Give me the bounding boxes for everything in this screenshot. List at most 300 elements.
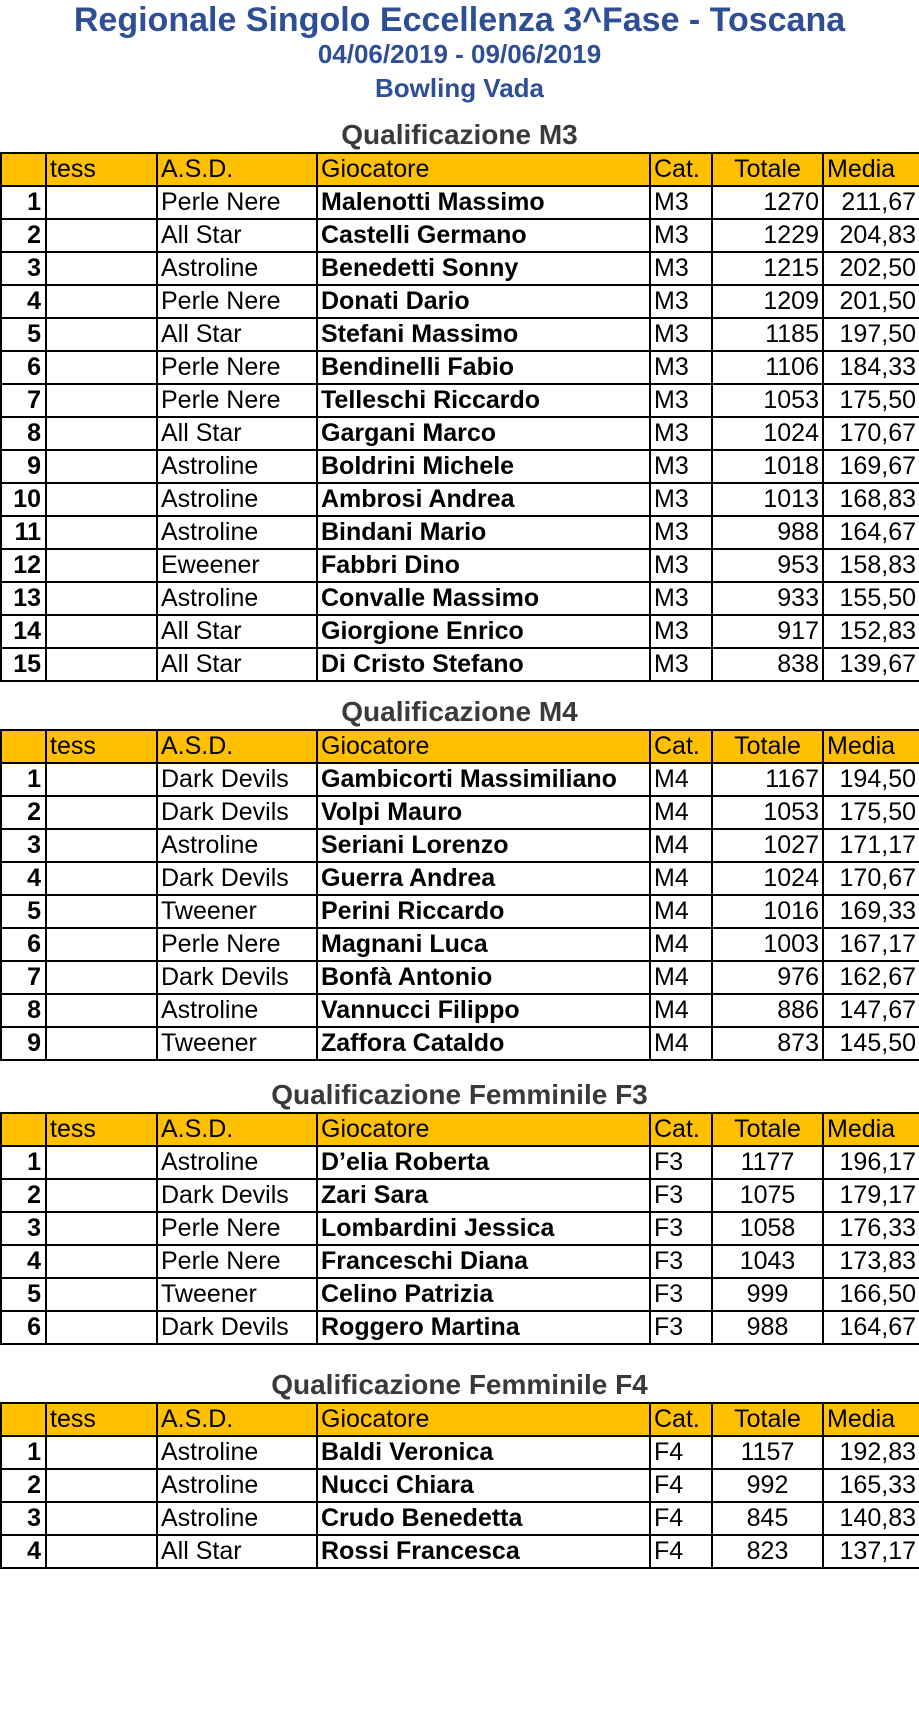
cell-rank: 5 [1,1278,46,1311]
cell-rank: 6 [1,928,46,961]
cell-asd: Astroline [157,450,317,483]
table-row [1,895,919,928]
cell-avg: 168,83 [823,483,919,516]
cell-player: Gambicorti Massimiliano [317,763,650,796]
column-header: tess [46,153,157,186]
cell-cat: M3 [650,219,712,252]
cell-tess [46,549,157,582]
cell-total: 1058 [712,1212,823,1245]
cell-total: 976 [712,961,823,994]
event-venue: Bowling Vada [374,73,545,103]
cell-tess [46,1469,157,1502]
cell-asd: All Star [157,417,317,450]
column-header [1,730,46,763]
cell-cat: F4 [650,1535,712,1568]
cell-total: 1270 [712,186,823,219]
cell-player: Stefani Massimo [317,318,650,351]
cell-player: Seriani Lorenzo [317,829,650,862]
cell-tess [46,763,157,796]
cell-tess [46,961,157,994]
cell-rank: 9 [1,1027,46,1060]
cell-rank: 5 [1,318,46,351]
cell-avg: 155,50 [823,582,919,615]
cell-tess [46,351,157,384]
table-row [1,186,919,219]
column-header: Media [823,1113,919,1146]
section-1 [0,118,919,682]
table-header-row [1,1403,919,1436]
cell-avg: 170,67 [823,862,919,895]
cell-cat: F4 [650,1502,712,1535]
cell-tess [46,928,157,961]
cell-avg: 137,17 [823,1535,919,1568]
cell-total: 1043 [712,1245,823,1278]
column-header: Cat. [650,1403,712,1436]
column-header [1,1403,46,1436]
table-row [1,615,919,648]
column-header: Media [823,730,919,763]
cell-player: Castelli Germano [317,219,650,252]
cell-avg: 169,33 [823,895,919,928]
section-title: Qualificazione M3 [341,119,578,150]
column-header: Cat. [650,153,712,186]
cell-cat: M3 [650,285,712,318]
table-row [1,994,919,1027]
cell-tess [46,796,157,829]
cell-rank: 5 [1,895,46,928]
cell-tess [46,1179,157,1212]
cell-total: 1106 [712,351,823,384]
table-row [1,483,919,516]
cell-avg: 164,67 [823,516,919,549]
cell-rank: 1 [1,763,46,796]
results-table [0,729,919,1061]
cell-rank: 12 [1,549,46,582]
table-row [1,1212,919,1245]
table-row [1,1311,919,1344]
cell-tess [46,1027,157,1060]
cell-total: 988 [712,516,823,549]
cell-rank: 4 [1,862,46,895]
cell-asd: Astroline [157,516,317,549]
table-row [1,417,919,450]
cell-total: 992 [712,1469,823,1502]
cell-total: 1215 [712,252,823,285]
table-row [1,450,919,483]
cell-avg: 175,50 [823,796,919,829]
section-4 [0,1368,919,1569]
cell-tess [46,829,157,862]
cell-asd: Tweener [157,1027,317,1060]
table-row [1,516,919,549]
cell-asd: Astroline [157,1502,317,1535]
cell-avg: 194,50 [823,763,919,796]
cell-rank: 3 [1,1502,46,1535]
cell-player: Bonfà Antonio [317,961,650,994]
table-row [1,829,919,862]
cell-player: Rossi Francesca [317,1535,650,1568]
table-header-row [1,730,919,763]
column-header: A.S.D. [157,1403,317,1436]
cell-player: Celino Patrizia [317,1278,650,1311]
cell-cat: M4 [650,895,712,928]
cell-cat: M3 [650,186,712,219]
cell-avg: 165,33 [823,1469,919,1502]
cell-cat: M3 [650,582,712,615]
cell-avg: 192,83 [823,1436,919,1469]
cell-total: 953 [712,549,823,582]
cell-avg: 176,33 [823,1212,919,1245]
cell-tess [46,252,157,285]
cell-tess [46,384,157,417]
cell-tess [46,994,157,1027]
cell-player: Convalle Massimo [317,582,650,615]
table-row [1,1535,919,1568]
cell-player: Baldi Veronica [317,1436,650,1469]
cell-player: Boldrini Michele [317,450,650,483]
cell-avg: 197,50 [823,318,919,351]
document-title: Regionale Singolo Eccellenza 3^Fase - Toscana [73,1,846,39]
table-row [1,318,919,351]
cell-player: Bendinelli Fabio [317,351,650,384]
cell-cat: M4 [650,928,712,961]
cell-avg: 162,67 [823,961,919,994]
cell-avg: 201,50 [823,285,919,318]
cell-tess [46,1502,157,1535]
event-dates: 04/06/2019 - 09/06/2019 [317,39,602,69]
cell-asd: Astroline [157,483,317,516]
cell-tess [46,1278,157,1311]
cell-total: 1185 [712,318,823,351]
table-row [1,582,919,615]
cell-cat: M3 [650,549,712,582]
results-table [0,1402,919,1569]
cell-player: Benedetti Sonny [317,252,650,285]
cell-player: D’elia Roberta [317,1146,650,1179]
table-row [1,1027,919,1060]
column-header: Giocatore [317,1403,650,1436]
cell-cat: F3 [650,1311,712,1344]
table-row [1,351,919,384]
section-title: Qualificazione M4 [341,696,578,727]
cell-asd: All Star [157,219,317,252]
cell-player: Franceschi Diana [317,1245,650,1278]
results-table [0,152,919,682]
cell-asd: Astroline [157,582,317,615]
cell-rank: 8 [1,417,46,450]
column-header: tess [46,1403,157,1436]
column-header: Cat. [650,1113,712,1146]
table-header-row [1,153,919,186]
cell-player: Lombardini Jessica [317,1212,650,1245]
cell-player: Guerra Andrea [317,862,650,895]
cell-tess [46,483,157,516]
cell-asd: All Star [157,318,317,351]
cell-total: 1003 [712,928,823,961]
cell-asd: All Star [157,1535,317,1568]
column-header: A.S.D. [157,153,317,186]
cell-total: 1013 [712,483,823,516]
cell-asd: Astroline [157,1146,317,1179]
cell-rank: 7 [1,961,46,994]
column-header: Media [823,153,919,186]
cell-asd: Perle Nere [157,1245,317,1278]
cell-asd: Perle Nere [157,384,317,417]
column-header: Giocatore [317,153,650,186]
cell-player: Di Cristo Stefano [317,648,650,681]
cell-tess [46,582,157,615]
cell-tess [46,318,157,351]
cell-cat: M4 [650,862,712,895]
table-row [1,1245,919,1278]
cell-player: Giorgione Enrico [317,615,650,648]
cell-tess [46,1436,157,1469]
cell-player: Malenotti Massimo [317,186,650,219]
cell-cat: M3 [650,648,712,681]
cell-total: 933 [712,582,823,615]
cell-total: 1157 [712,1436,823,1469]
column-header: A.S.D. [157,730,317,763]
table-row [1,1469,919,1502]
cell-cat: F3 [650,1179,712,1212]
cell-rank: 3 [1,829,46,862]
section-2 [0,695,919,1061]
column-header: Giocatore [317,730,650,763]
results-table [0,1112,919,1345]
cell-avg: 166,50 [823,1278,919,1311]
cell-cat: M3 [650,483,712,516]
cell-avg: 169,67 [823,450,919,483]
column-header: Giocatore [317,1113,650,1146]
table-row [1,648,919,681]
table-row [1,862,919,895]
cell-asd: Eweener [157,549,317,582]
cell-rank: 15 [1,648,46,681]
cell-total: 1075 [712,1179,823,1212]
column-header: tess [46,1113,157,1146]
column-header: Cat. [650,730,712,763]
cell-avg: 158,83 [823,549,919,582]
cell-player: Gargani Marco [317,417,650,450]
cell-tess [46,186,157,219]
cell-avg: 171,17 [823,829,919,862]
cell-tess [46,516,157,549]
column-header: Totale [712,1113,823,1146]
cell-rank: 4 [1,1245,46,1278]
cell-asd: All Star [157,615,317,648]
cell-total: 1053 [712,384,823,417]
cell-avg: 175,50 [823,384,919,417]
cell-asd: Astroline [157,1469,317,1502]
cell-rank: 10 [1,483,46,516]
cell-rank: 3 [1,252,46,285]
table-row [1,1436,919,1469]
cell-rank: 11 [1,516,46,549]
cell-rank: 13 [1,582,46,615]
cell-asd: Perle Nere [157,1212,317,1245]
cell-rank: 2 [1,1179,46,1212]
cell-total: 1167 [712,763,823,796]
cell-tess [46,285,157,318]
column-header: Totale [712,153,823,186]
cell-tess [46,1245,157,1278]
cell-asd: Dark Devils [157,1179,317,1212]
cell-total: 845 [712,1502,823,1535]
cell-rank: 1 [1,1146,46,1179]
cell-total: 838 [712,648,823,681]
cell-player: Roggero Martina [317,1311,650,1344]
cell-player: Perini Riccardo [317,895,650,928]
column-header: A.S.D. [157,1113,317,1146]
cell-cat: M4 [650,796,712,829]
cell-asd: Astroline [157,1436,317,1469]
cell-asd: Astroline [157,994,317,1027]
column-header: Totale [712,730,823,763]
cell-avg: 147,67 [823,994,919,1027]
cell-total: 1229 [712,219,823,252]
cell-rank: 6 [1,1311,46,1344]
cell-cat: M4 [650,829,712,862]
cell-cat: M3 [650,384,712,417]
cell-total: 1027 [712,829,823,862]
cell-tess [46,417,157,450]
cell-tess [46,1146,157,1179]
cell-avg: 204,83 [823,219,919,252]
cell-cat: F3 [650,1146,712,1179]
cell-cat: M3 [650,516,712,549]
cell-tess [46,450,157,483]
cell-rank: 2 [1,796,46,829]
cell-avg: 196,17 [823,1146,919,1179]
cell-avg: 202,50 [823,252,919,285]
column-header [1,153,46,186]
cell-asd: Dark Devils [157,961,317,994]
cell-cat: M3 [650,351,712,384]
cell-total: 1053 [712,796,823,829]
cell-tess [46,1535,157,1568]
table-row [1,1146,919,1179]
cell-asd: All Star [157,648,317,681]
cell-cat: M4 [650,961,712,994]
cell-rank: 1 [1,186,46,219]
cell-avg: 179,17 [823,1179,919,1212]
cell-total: 1177 [712,1146,823,1179]
table-row [1,796,919,829]
cell-rank: 9 [1,450,46,483]
table-row [1,1502,919,1535]
column-header [1,1113,46,1146]
cell-asd: Dark Devils [157,862,317,895]
cell-cat: M3 [650,615,712,648]
cell-cat: F4 [650,1436,712,1469]
cell-asd: Astroline [157,252,317,285]
table-row [1,763,919,796]
cell-total: 917 [712,615,823,648]
cell-total: 873 [712,1027,823,1060]
cell-total: 988 [712,1311,823,1344]
cell-player: Fabbri Dino [317,549,650,582]
cell-avg: 211,67 [823,186,919,219]
cell-cat: M4 [650,763,712,796]
table-row [1,1179,919,1212]
cell-rank: 1 [1,1436,46,1469]
cell-player: Vannucci Filippo [317,994,650,1027]
column-header: Totale [712,1403,823,1436]
cell-asd: Perle Nere [157,285,317,318]
cell-cat: M4 [650,994,712,1027]
table-row [1,549,919,582]
cell-total: 1016 [712,895,823,928]
cell-player: Bindani Mario [317,516,650,549]
cell-cat: F4 [650,1469,712,1502]
cell-avg: 140,83 [823,1502,919,1535]
cell-rank: 6 [1,351,46,384]
cell-player: Zaffora Cataldo [317,1027,650,1060]
cell-asd: Dark Devils [157,1311,317,1344]
cell-tess [46,219,157,252]
cell-total: 1024 [712,417,823,450]
cell-cat: M3 [650,417,712,450]
table-header-row [1,1113,919,1146]
cell-rank: 2 [1,219,46,252]
cell-tess [46,1311,157,1344]
cell-avg: 139,67 [823,648,919,681]
section-title: Qualificazione Femminile F4 [271,1369,648,1400]
section-3 [0,1078,919,1345]
cell-rank: 2 [1,1469,46,1502]
cell-asd: Perle Nere [157,186,317,219]
cell-asd: Dark Devils [157,796,317,829]
cell-avg: 145,50 [823,1027,919,1060]
cell-cat: F3 [650,1278,712,1311]
cell-total: 999 [712,1278,823,1311]
cell-asd: Dark Devils [157,763,317,796]
cell-rank: 4 [1,285,46,318]
cell-asd: Tweener [157,1278,317,1311]
cell-cat: M4 [650,1027,712,1060]
table-row [1,928,919,961]
cell-rank: 14 [1,615,46,648]
table-row [1,961,919,994]
cell-cat: F3 [650,1212,712,1245]
table-row [1,1278,919,1311]
cell-cat: M3 [650,450,712,483]
cell-avg: 184,33 [823,351,919,384]
cell-rank: 3 [1,1212,46,1245]
cell-avg: 152,83 [823,615,919,648]
cell-avg: 173,83 [823,1245,919,1278]
table-row [1,219,919,252]
cell-tess [46,615,157,648]
cell-player: Ambrosi Andrea [317,483,650,516]
cell-player: Volpi Mauro [317,796,650,829]
cell-total: 823 [712,1535,823,1568]
cell-rank: 4 [1,1535,46,1568]
cell-player: Magnani Luca [317,928,650,961]
cell-cat: M3 [650,252,712,285]
cell-asd: Astroline [157,829,317,862]
cell-rank: 7 [1,384,46,417]
cell-player: Nucci Chiara [317,1469,650,1502]
cell-player: Zari Sara [317,1179,650,1212]
cell-total: 1018 [712,450,823,483]
cell-tess [46,648,157,681]
cell-avg: 167,17 [823,928,919,961]
column-header: tess [46,730,157,763]
cell-tess [46,895,157,928]
cell-asd: Perle Nere [157,928,317,961]
cell-rank: 8 [1,994,46,1027]
